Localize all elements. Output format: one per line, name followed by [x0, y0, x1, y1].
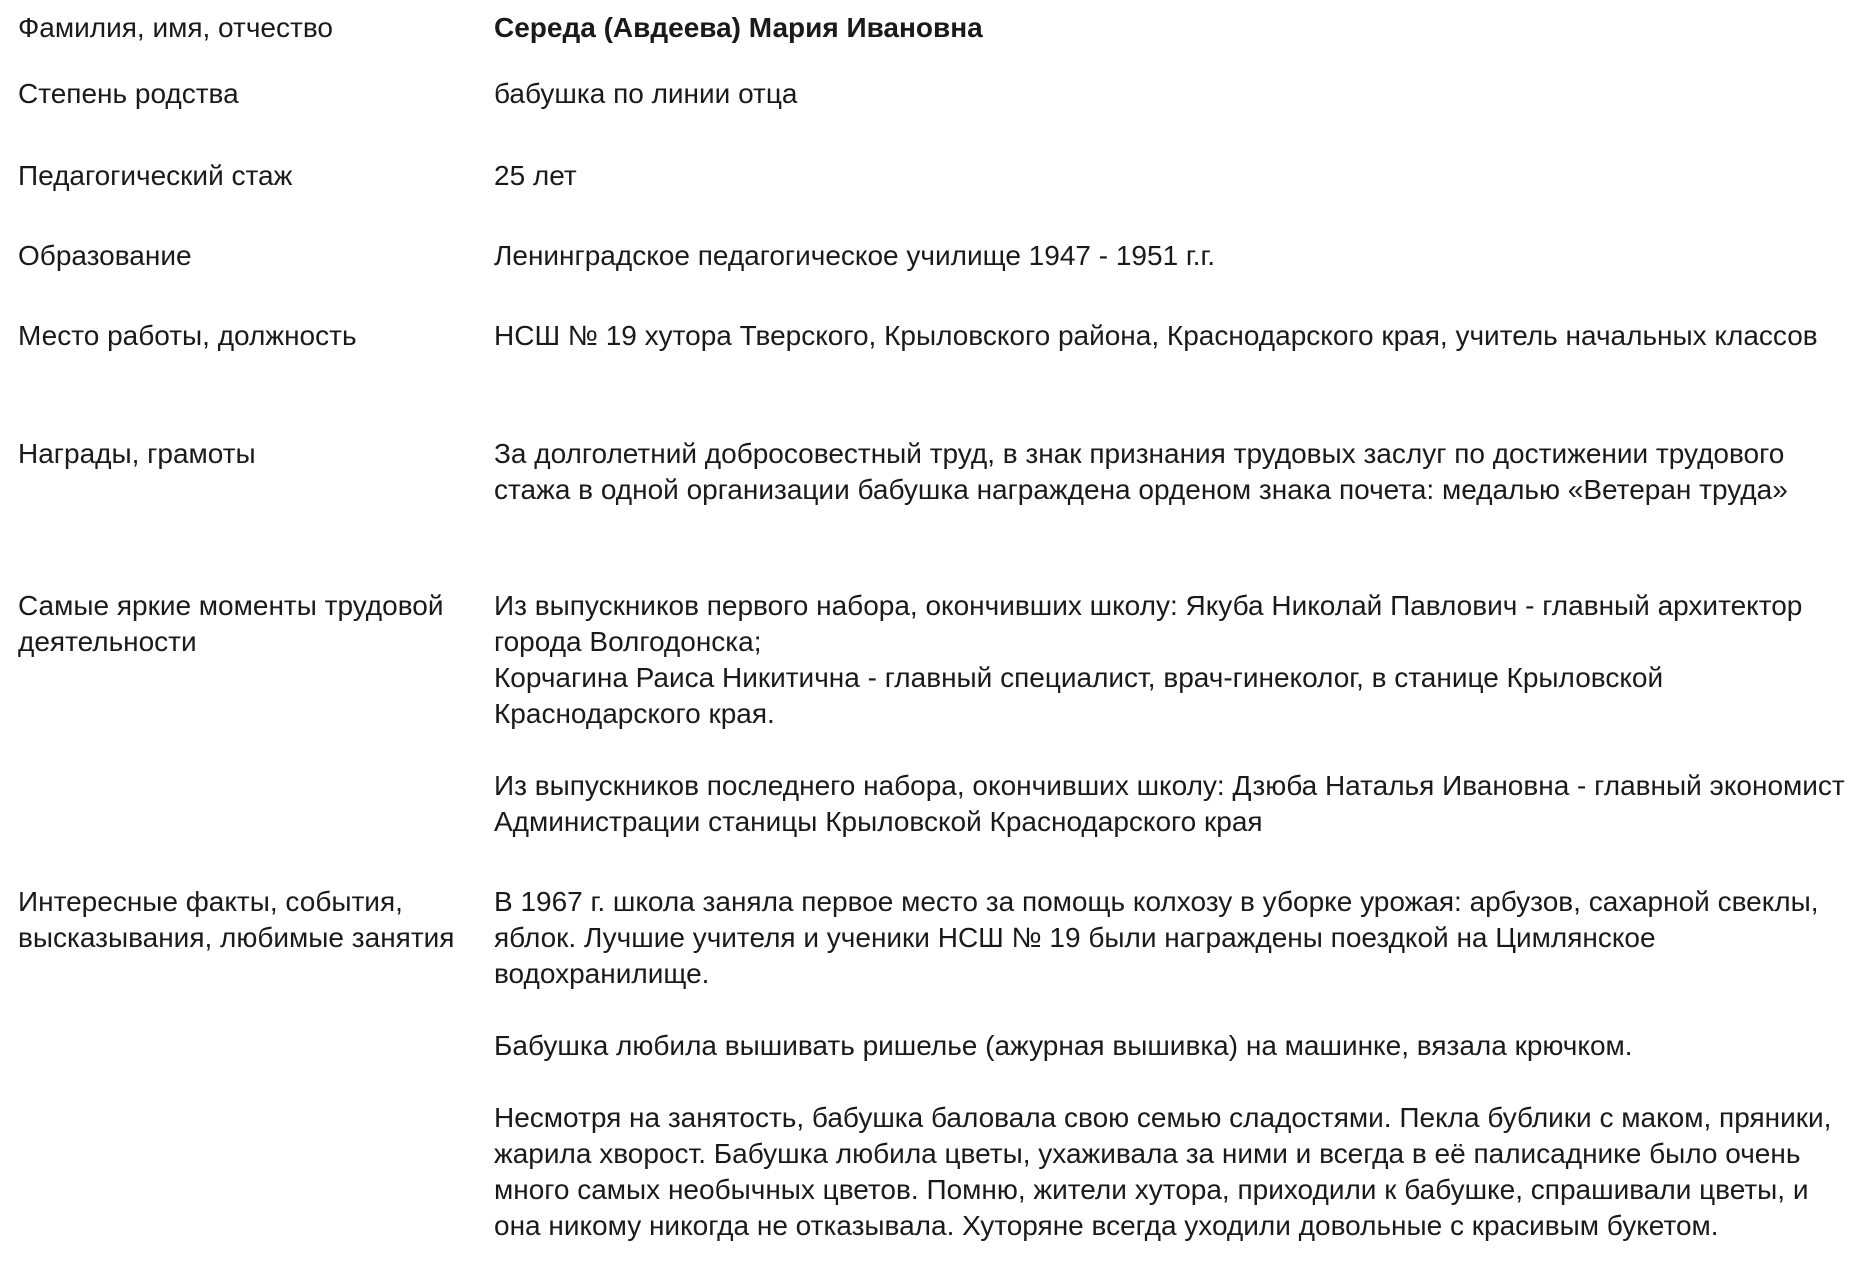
career-paragraph: Корчагина Раиса Никитична - главный специалист, врач-гинеколог, в станице Крыловской Краснодарского края. — [494, 662, 1664, 729]
label-interesting-facts: Интересные факты, события, высказывания, любимые занятия — [18, 886, 455, 953]
label-full-name: Фамилия, имя, отчество — [18, 12, 333, 43]
value-career-highlights — [494, 588, 1854, 840]
facts-paragraph: Несмотря на занятость, бабушка баловала свою семью сладостями. Пекла бублики с маком, пряники, жарила хворост. Бабушка любила цветы, ухаживала за ними и всегда в её палисаднике было очень много самых необычных цветов. Помню, жители хутора, приходили к бабушке, спрашивали цветы, и она никому никогда не отказывала. Хуторяне всегда уходили довольные с красивым букетом. — [494, 1102, 1832, 1241]
career-paragraph: Из выпускников первого набора, окончивших школу: Якуба Николай Павлович - главный архитектор города Волгодонска; — [494, 590, 1803, 657]
facts-paragraph: Бабушка любила вышивать ришелье (ажурная вышивка) на машинке, вязала крючком. — [494, 1030, 1633, 1061]
career-paragraph: Из выпускников последнего набора, окончивших школу: Дзюба Наталья Ивановна - главный экономист Администрации станицы Крыловской Краснодарского края — [494, 770, 1845, 837]
label-workplace: Место работы, должность — [18, 320, 357, 351]
value-relationship: бабушка по линии отца — [494, 78, 798, 109]
value-workplace: НСШ № 19 хутора Тверского, Крыловского района, Краснодарского края, учитель начальных классов — [494, 320, 1818, 351]
label-awards: Награды, грамоты — [18, 438, 256, 469]
value-teaching-experience: 25 лет — [494, 160, 577, 191]
label-career-highlights: Самые яркие моменты трудовой деятельности — [18, 590, 444, 657]
value-awards: За долголетний добросовестный труд, в знак признания трудовых заслуг по достижении трудового стажа в одной организации бабушка награждена орденом знака почета: медалью «Ветеран труда» — [494, 438, 1788, 505]
label-relationship: Степень родства — [18, 78, 239, 109]
label-education: Образование — [18, 240, 192, 271]
label-teaching-experience: Педагогический стаж — [18, 160, 293, 191]
value-education: Ленинградское педагогическое училище 1947 - 1951 г.г. — [494, 240, 1216, 271]
value-interesting-facts — [494, 884, 1854, 1244]
value-full-name: Середа (Авдеева) Мария Ивановна — [494, 12, 983, 43]
facts-paragraph: В 1967 г. школа заняла первое место за помощь колхозу в уборке урожая: арбузов, сахарной свеклы, яблок. Лучшие учителя и ученики НСШ № 19 были награждены поездкой на Цимлянское водохранилище. — [494, 886, 1819, 989]
